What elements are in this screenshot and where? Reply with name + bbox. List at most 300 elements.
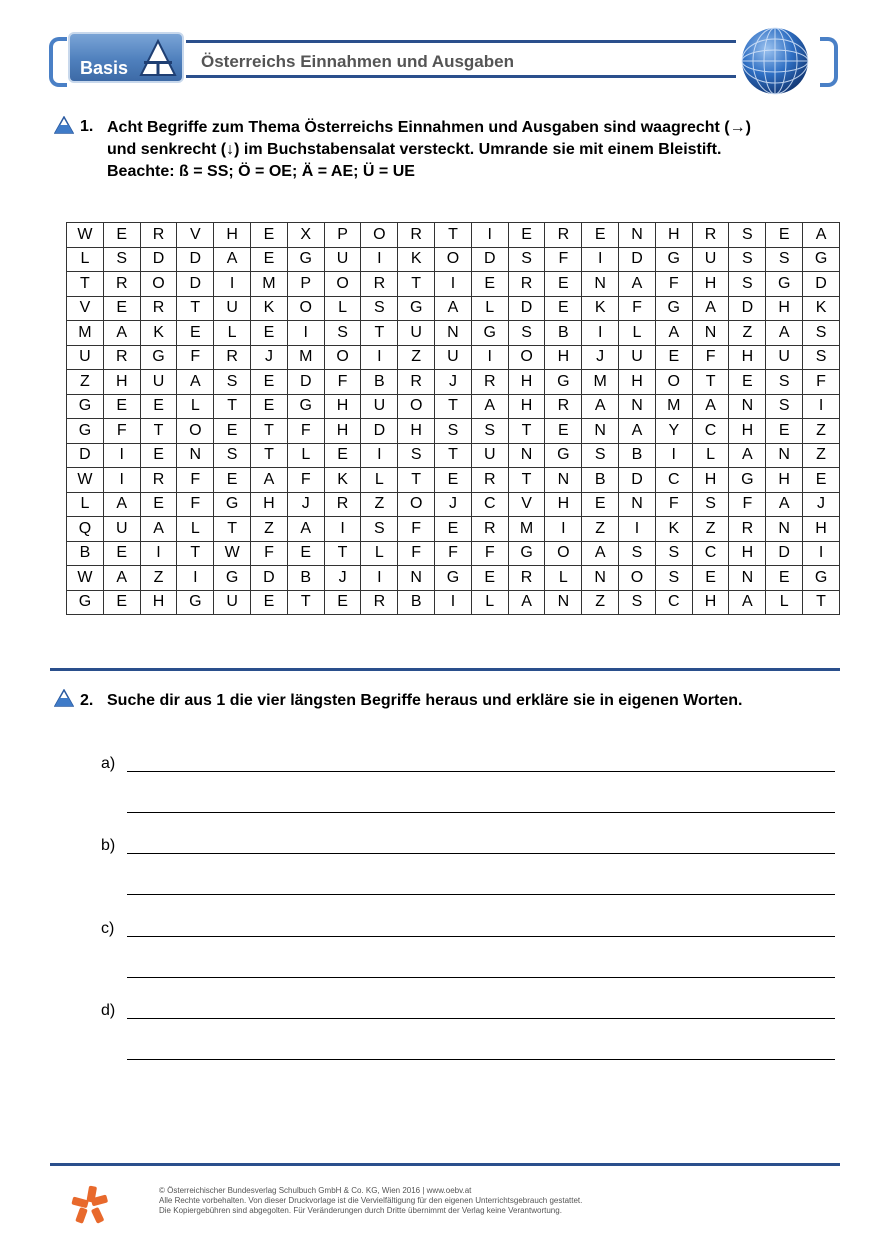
grid-cell[interactable]: G bbox=[287, 247, 324, 272]
grid-cell[interactable]: B bbox=[67, 541, 104, 566]
grid-cell[interactable]: O bbox=[545, 541, 582, 566]
grid-cell[interactable]: S bbox=[729, 272, 766, 297]
grid-cell[interactable]: A bbox=[766, 321, 803, 346]
grid-cell[interactable]: G bbox=[140, 345, 177, 370]
grid-cell[interactable]: E bbox=[103, 223, 140, 248]
grid-cell[interactable]: S bbox=[619, 541, 656, 566]
grid-cell[interactable]: U bbox=[435, 345, 472, 370]
grid-cell[interactable]: E bbox=[803, 468, 840, 493]
grid-cell[interactable]: I bbox=[471, 345, 508, 370]
grid-cell[interactable]: E bbox=[471, 272, 508, 297]
grid-cell[interactable]: E bbox=[103, 541, 140, 566]
answer-line-c-2[interactable] bbox=[127, 977, 835, 978]
grid-cell[interactable]: L bbox=[361, 468, 398, 493]
grid-cell[interactable]: S bbox=[214, 370, 251, 395]
grid-cell[interactable]: I bbox=[361, 443, 398, 468]
grid-cell[interactable]: E bbox=[545, 296, 582, 321]
grid-cell[interactable]: E bbox=[251, 321, 288, 346]
grid-cell[interactable]: T bbox=[435, 443, 472, 468]
grid-cell[interactable]: T bbox=[324, 541, 361, 566]
grid-cell[interactable]: N bbox=[582, 419, 619, 444]
grid-cell[interactable]: I bbox=[361, 247, 398, 272]
grid-cell[interactable]: O bbox=[398, 394, 435, 419]
grid-cell[interactable]: G bbox=[214, 566, 251, 591]
grid-cell[interactable]: A bbox=[508, 590, 545, 615]
grid-cell[interactable]: S bbox=[766, 394, 803, 419]
grid-cell[interactable]: W bbox=[214, 541, 251, 566]
grid-cell[interactable]: N bbox=[545, 590, 582, 615]
grid-cell[interactable]: S bbox=[619, 590, 656, 615]
answer-line-c-1[interactable] bbox=[127, 936, 835, 937]
grid-cell[interactable]: Z bbox=[361, 492, 398, 517]
grid-cell[interactable]: B bbox=[398, 590, 435, 615]
grid-cell[interactable]: N bbox=[619, 394, 656, 419]
grid-cell[interactable]: O bbox=[508, 345, 545, 370]
grid-cell[interactable]: F bbox=[177, 468, 214, 493]
grid-cell[interactable]: G bbox=[729, 468, 766, 493]
grid-cell[interactable]: N bbox=[177, 443, 214, 468]
grid-cell[interactable]: S bbox=[729, 223, 766, 248]
grid-cell[interactable]: O bbox=[177, 419, 214, 444]
grid-cell[interactable]: R bbox=[692, 223, 729, 248]
grid-cell[interactable]: S bbox=[766, 247, 803, 272]
grid-cell[interactable]: L bbox=[67, 492, 104, 517]
grid-cell[interactable]: F bbox=[287, 468, 324, 493]
grid-cell[interactable]: I bbox=[545, 517, 582, 542]
grid-cell[interactable]: B bbox=[545, 321, 582, 346]
grid-cell[interactable]: D bbox=[287, 370, 324, 395]
grid-cell[interactable]: R bbox=[398, 370, 435, 395]
grid-cell[interactable]: O bbox=[398, 492, 435, 517]
grid-cell[interactable]: T bbox=[398, 272, 435, 297]
grid-cell[interactable]: A bbox=[103, 566, 140, 591]
grid-cell[interactable]: E bbox=[582, 492, 619, 517]
grid-cell[interactable]: A bbox=[471, 394, 508, 419]
grid-cell[interactable]: F bbox=[398, 517, 435, 542]
grid-cell[interactable]: E bbox=[582, 223, 619, 248]
grid-cell[interactable]: I bbox=[103, 468, 140, 493]
grid-cell[interactable]: H bbox=[729, 345, 766, 370]
grid-cell[interactable]: F bbox=[398, 541, 435, 566]
grid-cell[interactable]: J bbox=[435, 492, 472, 517]
grid-cell[interactable]: E bbox=[471, 566, 508, 591]
grid-cell[interactable]: H bbox=[766, 296, 803, 321]
grid-cell[interactable]: G bbox=[545, 370, 582, 395]
grid-cell[interactable]: R bbox=[545, 223, 582, 248]
grid-cell[interactable]: H bbox=[619, 370, 656, 395]
grid-cell[interactable]: A bbox=[435, 296, 472, 321]
grid-cell[interactable]: C bbox=[692, 541, 729, 566]
grid-cell[interactable]: L bbox=[545, 566, 582, 591]
grid-cell[interactable]: D bbox=[803, 272, 840, 297]
grid-cell[interactable]: H bbox=[692, 468, 729, 493]
grid-cell[interactable]: F bbox=[177, 492, 214, 517]
grid-cell[interactable]: A bbox=[140, 517, 177, 542]
grid-cell[interactable]: N bbox=[766, 443, 803, 468]
grid-cell[interactable]: E bbox=[251, 370, 288, 395]
grid-cell[interactable]: G bbox=[214, 492, 251, 517]
grid-cell[interactable]: D bbox=[251, 566, 288, 591]
grid-cell[interactable]: N bbox=[582, 272, 619, 297]
grid-cell[interactable]: T bbox=[508, 419, 545, 444]
grid-cell[interactable]: D bbox=[140, 247, 177, 272]
grid-cell[interactable]: F bbox=[471, 541, 508, 566]
grid-cell[interactable]: A bbox=[582, 541, 619, 566]
grid-cell[interactable]: N bbox=[545, 468, 582, 493]
grid-cell[interactable]: H bbox=[103, 370, 140, 395]
grid-cell[interactable]: A bbox=[803, 223, 840, 248]
grid-cell[interactable]: A bbox=[251, 468, 288, 493]
grid-cell[interactable]: R bbox=[140, 468, 177, 493]
grid-cell[interactable]: U bbox=[140, 370, 177, 395]
grid-cell[interactable]: N bbox=[398, 566, 435, 591]
grid-cell[interactable]: K bbox=[398, 247, 435, 272]
grid-cell[interactable]: U bbox=[766, 345, 803, 370]
grid-cell[interactable]: G bbox=[67, 419, 104, 444]
grid-cell[interactable]: I bbox=[471, 223, 508, 248]
grid-cell[interactable]: M bbox=[655, 394, 692, 419]
grid-cell[interactable]: Z bbox=[803, 443, 840, 468]
grid-cell[interactable]: O bbox=[324, 345, 361, 370]
grid-cell[interactable]: T bbox=[214, 517, 251, 542]
grid-cell[interactable]: A bbox=[729, 443, 766, 468]
grid-cell[interactable]: F bbox=[619, 296, 656, 321]
grid-cell[interactable]: T bbox=[803, 590, 840, 615]
grid-cell[interactable]: D bbox=[619, 247, 656, 272]
grid-cell[interactable]: E bbox=[655, 345, 692, 370]
grid-cell[interactable]: I bbox=[103, 443, 140, 468]
grid-cell[interactable]: K bbox=[251, 296, 288, 321]
grid-cell[interactable]: Y bbox=[655, 419, 692, 444]
grid-cell[interactable]: C bbox=[471, 492, 508, 517]
grid-cell[interactable]: S bbox=[655, 566, 692, 591]
grid-cell[interactable]: S bbox=[766, 370, 803, 395]
grid-cell[interactable]: H bbox=[766, 468, 803, 493]
grid-cell[interactable]: H bbox=[729, 419, 766, 444]
grid-cell[interactable]: G bbox=[67, 394, 104, 419]
grid-cell[interactable]: G bbox=[398, 296, 435, 321]
grid-cell[interactable]: S bbox=[471, 419, 508, 444]
grid-cell[interactable]: F bbox=[324, 370, 361, 395]
grid-cell[interactable]: A bbox=[729, 590, 766, 615]
grid-cell[interactable]: S bbox=[214, 443, 251, 468]
grid-cell[interactable]: H bbox=[214, 223, 251, 248]
grid-cell[interactable]: R bbox=[398, 223, 435, 248]
grid-cell[interactable]: I bbox=[655, 443, 692, 468]
grid-cell[interactable]: S bbox=[508, 247, 545, 272]
grid-cell[interactable]: K bbox=[582, 296, 619, 321]
grid-cell[interactable]: E bbox=[251, 590, 288, 615]
grid-cell[interactable]: E bbox=[766, 566, 803, 591]
grid-cell[interactable]: R bbox=[103, 272, 140, 297]
grid-cell[interactable]: U bbox=[324, 247, 361, 272]
grid-cell[interactable]: K bbox=[655, 517, 692, 542]
grid-cell[interactable]: E bbox=[508, 223, 545, 248]
grid-cell[interactable]: T bbox=[214, 394, 251, 419]
grid-cell[interactable]: F bbox=[103, 419, 140, 444]
grid-cell[interactable]: C bbox=[655, 590, 692, 615]
answer-line-d-1[interactable] bbox=[127, 1018, 835, 1019]
grid-cell[interactable]: D bbox=[177, 272, 214, 297]
grid-cell[interactable]: H bbox=[803, 517, 840, 542]
grid-cell[interactable]: T bbox=[435, 223, 472, 248]
grid-cell[interactable]: F bbox=[803, 370, 840, 395]
grid-cell[interactable]: G bbox=[803, 247, 840, 272]
grid-cell[interactable]: F bbox=[655, 492, 692, 517]
grid-cell[interactable]: Z bbox=[398, 345, 435, 370]
grid-cell[interactable]: A bbox=[287, 517, 324, 542]
grid-cell[interactable]: H bbox=[324, 419, 361, 444]
grid-cell[interactable]: A bbox=[214, 247, 251, 272]
grid-cell[interactable]: E bbox=[766, 223, 803, 248]
grid-cell[interactable]: N bbox=[508, 443, 545, 468]
grid-cell[interactable]: I bbox=[803, 541, 840, 566]
grid-cell[interactable]: R bbox=[140, 223, 177, 248]
grid-cell[interactable]: H bbox=[545, 345, 582, 370]
grid-cell[interactable]: A bbox=[177, 370, 214, 395]
grid-cell[interactable]: E bbox=[545, 272, 582, 297]
grid-cell[interactable]: S bbox=[508, 321, 545, 346]
grid-cell[interactable]: L bbox=[324, 296, 361, 321]
grid-cell[interactable]: K bbox=[140, 321, 177, 346]
grid-cell[interactable]: U bbox=[692, 247, 729, 272]
grid-cell[interactable]: W bbox=[67, 468, 104, 493]
grid-cell[interactable]: N bbox=[766, 517, 803, 542]
grid-cell[interactable]: U bbox=[214, 590, 251, 615]
grid-cell[interactable]: Z bbox=[251, 517, 288, 542]
grid-cell[interactable]: Z bbox=[140, 566, 177, 591]
grid-cell[interactable]: T bbox=[251, 443, 288, 468]
grid-cell[interactable]: E bbox=[251, 394, 288, 419]
grid-cell[interactable]: I bbox=[582, 321, 619, 346]
grid-cell[interactable]: R bbox=[214, 345, 251, 370]
grid-cell[interactable]: E bbox=[103, 394, 140, 419]
grid-cell[interactable]: G bbox=[803, 566, 840, 591]
grid-cell[interactable]: L bbox=[287, 443, 324, 468]
grid-cell[interactable]: B bbox=[287, 566, 324, 591]
grid-cell[interactable]: T bbox=[508, 468, 545, 493]
grid-cell[interactable]: I bbox=[435, 590, 472, 615]
grid-cell[interactable]: B bbox=[361, 370, 398, 395]
grid-cell[interactable]: F bbox=[287, 419, 324, 444]
grid-cell[interactable]: S bbox=[729, 247, 766, 272]
grid-cell[interactable]: D bbox=[67, 443, 104, 468]
grid-cell[interactable]: R bbox=[361, 272, 398, 297]
grid-cell[interactable]: Z bbox=[582, 517, 619, 542]
grid-cell[interactable]: G bbox=[67, 590, 104, 615]
grid-cell[interactable]: I bbox=[582, 247, 619, 272]
grid-cell[interactable]: P bbox=[287, 272, 324, 297]
answer-line-a-2[interactable] bbox=[127, 812, 835, 813]
grid-cell[interactable]: F bbox=[545, 247, 582, 272]
grid-cell[interactable]: T bbox=[140, 419, 177, 444]
grid-cell[interactable]: D bbox=[361, 419, 398, 444]
grid-cell[interactable]: G bbox=[508, 541, 545, 566]
grid-cell[interactable]: A bbox=[619, 419, 656, 444]
grid-cell[interactable]: S bbox=[582, 443, 619, 468]
grid-cell[interactable]: B bbox=[582, 468, 619, 493]
grid-cell[interactable]: D bbox=[766, 541, 803, 566]
grid-cell[interactable]: U bbox=[619, 345, 656, 370]
grid-cell[interactable]: H bbox=[655, 223, 692, 248]
grid-cell[interactable]: T bbox=[177, 296, 214, 321]
grid-cell[interactable]: F bbox=[692, 345, 729, 370]
grid-cell[interactable]: S bbox=[361, 296, 398, 321]
grid-cell[interactable]: R bbox=[508, 566, 545, 591]
grid-cell[interactable]: A bbox=[103, 492, 140, 517]
grid-cell[interactable]: A bbox=[619, 272, 656, 297]
grid-cell[interactable]: J bbox=[251, 345, 288, 370]
grid-cell[interactable]: U bbox=[214, 296, 251, 321]
grid-cell[interactable]: R bbox=[103, 345, 140, 370]
grid-cell[interactable]: S bbox=[692, 492, 729, 517]
grid-cell[interactable]: E bbox=[324, 590, 361, 615]
grid-cell[interactable]: M bbox=[251, 272, 288, 297]
grid-cell[interactable]: M bbox=[508, 517, 545, 542]
grid-cell[interactable]: E bbox=[140, 492, 177, 517]
grid-cell[interactable]: I bbox=[361, 345, 398, 370]
grid-cell[interactable]: E bbox=[692, 566, 729, 591]
grid-cell[interactable]: H bbox=[545, 492, 582, 517]
grid-cell[interactable]: N bbox=[582, 566, 619, 591]
grid-cell[interactable]: J bbox=[582, 345, 619, 370]
grid-cell[interactable]: V bbox=[67, 296, 104, 321]
grid-cell[interactable]: G bbox=[471, 321, 508, 346]
grid-cell[interactable]: A bbox=[692, 394, 729, 419]
grid-cell[interactable]: T bbox=[177, 541, 214, 566]
grid-cell[interactable]: R bbox=[729, 517, 766, 542]
grid-cell[interactable]: N bbox=[692, 321, 729, 346]
grid-cell[interactable]: R bbox=[361, 590, 398, 615]
grid-cell[interactable]: A bbox=[766, 492, 803, 517]
grid-cell[interactable]: I bbox=[324, 517, 361, 542]
grid-cell[interactable]: I bbox=[214, 272, 251, 297]
grid-cell[interactable]: L bbox=[619, 321, 656, 346]
grid-cell[interactable]: W bbox=[67, 223, 104, 248]
grid-cell[interactable]: R bbox=[471, 517, 508, 542]
grid-cell[interactable]: I bbox=[287, 321, 324, 346]
grid-cell[interactable]: G bbox=[766, 272, 803, 297]
grid-cell[interactable]: L bbox=[361, 541, 398, 566]
grid-cell[interactable]: Z bbox=[803, 419, 840, 444]
grid-cell[interactable]: D bbox=[619, 468, 656, 493]
grid-cell[interactable]: O bbox=[655, 370, 692, 395]
grid-cell[interactable]: U bbox=[361, 394, 398, 419]
grid-cell[interactable]: G bbox=[655, 296, 692, 321]
grid-cell[interactable]: E bbox=[140, 443, 177, 468]
grid-cell[interactable]: S bbox=[324, 321, 361, 346]
grid-cell[interactable]: Z bbox=[729, 321, 766, 346]
grid-cell[interactable]: S bbox=[435, 419, 472, 444]
grid-cell[interactable]: J bbox=[324, 566, 361, 591]
grid-cell[interactable]: E bbox=[435, 517, 472, 542]
grid-cell[interactable]: G bbox=[545, 443, 582, 468]
grid-cell[interactable]: A bbox=[582, 394, 619, 419]
grid-cell[interactable]: L bbox=[471, 590, 508, 615]
grid-cell[interactable]: O bbox=[435, 247, 472, 272]
grid-cell[interactable]: L bbox=[214, 321, 251, 346]
grid-cell[interactable]: L bbox=[177, 517, 214, 542]
grid-cell[interactable]: E bbox=[251, 247, 288, 272]
answer-line-b-1[interactable] bbox=[127, 853, 835, 854]
grid-cell[interactable]: U bbox=[103, 517, 140, 542]
grid-cell[interactable]: O bbox=[324, 272, 361, 297]
grid-cell[interactable]: U bbox=[471, 443, 508, 468]
grid-cell[interactable]: G bbox=[287, 394, 324, 419]
grid-cell[interactable]: X bbox=[287, 223, 324, 248]
grid-cell[interactable]: O bbox=[140, 272, 177, 297]
grid-cell[interactable]: H bbox=[140, 590, 177, 615]
answer-line-d-2[interactable] bbox=[127, 1059, 835, 1060]
grid-cell[interactable]: T bbox=[67, 272, 104, 297]
grid-cell[interactable]: P bbox=[324, 223, 361, 248]
grid-cell[interactable]: W bbox=[67, 566, 104, 591]
grid-cell[interactable]: T bbox=[361, 321, 398, 346]
grid-cell[interactable]: J bbox=[435, 370, 472, 395]
grid-cell[interactable]: H bbox=[398, 419, 435, 444]
grid-cell[interactable]: E bbox=[177, 321, 214, 346]
grid-cell[interactable]: L bbox=[67, 247, 104, 272]
grid-cell[interactable]: Z bbox=[582, 590, 619, 615]
grid-cell[interactable]: F bbox=[435, 541, 472, 566]
grid-cell[interactable]: E bbox=[766, 419, 803, 444]
grid-cell[interactable]: O bbox=[287, 296, 324, 321]
grid-cell[interactable]: B bbox=[619, 443, 656, 468]
grid-cell[interactable]: H bbox=[729, 541, 766, 566]
grid-cell[interactable]: U bbox=[398, 321, 435, 346]
grid-cell[interactable]: E bbox=[103, 296, 140, 321]
grid-cell[interactable]: S bbox=[803, 321, 840, 346]
grid-cell[interactable]: S bbox=[398, 443, 435, 468]
grid-cell[interactable]: R bbox=[324, 492, 361, 517]
grid-cell[interactable]: F bbox=[655, 272, 692, 297]
grid-cell[interactable]: E bbox=[103, 590, 140, 615]
grid-cell[interactable]: L bbox=[471, 296, 508, 321]
grid-cell[interactable]: I bbox=[177, 566, 214, 591]
grid-cell[interactable]: U bbox=[67, 345, 104, 370]
grid-cell[interactable]: N bbox=[619, 223, 656, 248]
grid-cell[interactable]: R bbox=[545, 394, 582, 419]
grid-cell[interactable]: D bbox=[729, 296, 766, 321]
grid-cell[interactable]: R bbox=[471, 468, 508, 493]
grid-cell[interactable]: E bbox=[251, 223, 288, 248]
grid-cell[interactable]: S bbox=[803, 345, 840, 370]
grid-cell[interactable]: K bbox=[803, 296, 840, 321]
grid-cell[interactable]: S bbox=[655, 541, 692, 566]
grid-cell[interactable]: G bbox=[177, 590, 214, 615]
grid-cell[interactable]: T bbox=[251, 419, 288, 444]
grid-cell[interactable]: D bbox=[508, 296, 545, 321]
grid-cell[interactable]: L bbox=[692, 443, 729, 468]
grid-cell[interactable]: J bbox=[287, 492, 324, 517]
grid-cell[interactable]: E bbox=[729, 370, 766, 395]
grid-cell[interactable]: S bbox=[103, 247, 140, 272]
grid-cell[interactable]: V bbox=[177, 223, 214, 248]
grid-cell[interactable]: D bbox=[177, 247, 214, 272]
grid-cell[interactable]: N bbox=[435, 321, 472, 346]
grid-cell[interactable]: A bbox=[692, 296, 729, 321]
answer-line-b-2[interactable] bbox=[127, 894, 835, 895]
grid-cell[interactable]: H bbox=[251, 492, 288, 517]
grid-cell[interactable]: R bbox=[471, 370, 508, 395]
grid-cell[interactable]: E bbox=[214, 419, 251, 444]
grid-cell[interactable]: V bbox=[508, 492, 545, 517]
grid-cell[interactable]: F bbox=[729, 492, 766, 517]
grid-cell[interactable]: M bbox=[582, 370, 619, 395]
grid-cell[interactable]: G bbox=[435, 566, 472, 591]
grid-cell[interactable]: G bbox=[655, 247, 692, 272]
grid-cell[interactable]: T bbox=[692, 370, 729, 395]
